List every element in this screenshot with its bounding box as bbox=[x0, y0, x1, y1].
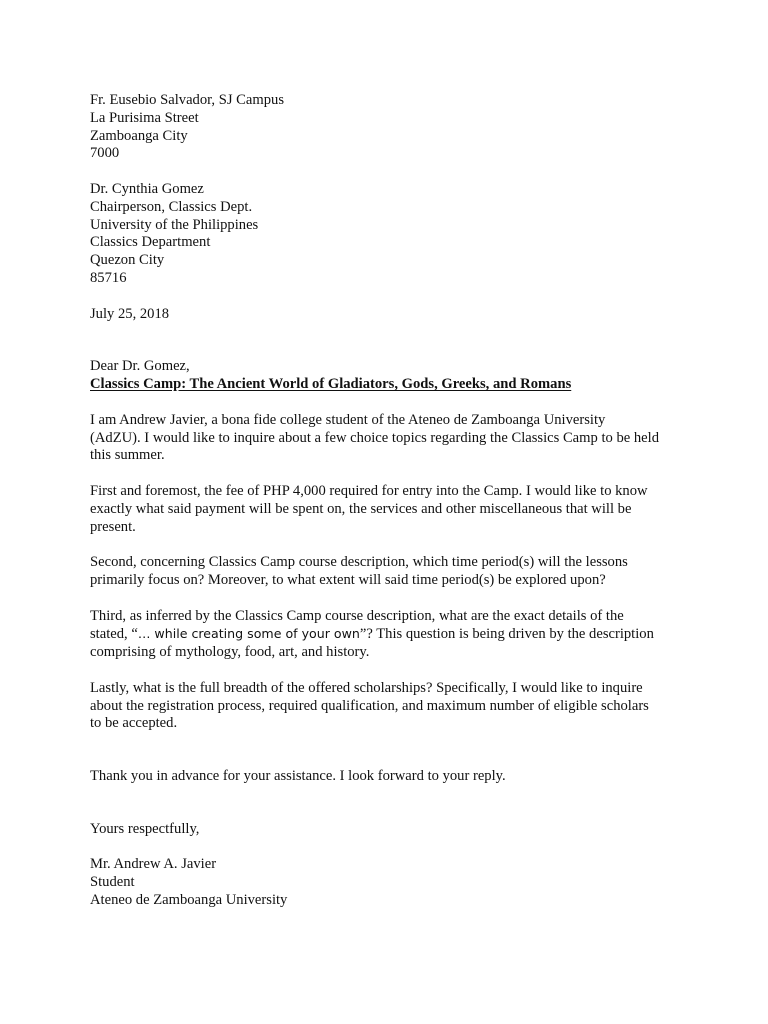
spacer bbox=[90, 288, 700, 306]
letter bbox=[90, 92, 700, 910]
paragraph-line: this summer. bbox=[90, 447, 165, 464]
recipient-line: University of the Philippines bbox=[90, 216, 259, 233]
sender-line: La Purisima Street bbox=[90, 109, 199, 126]
sender-line: Fr. Eusebio Salvador, SJ Campus bbox=[90, 92, 285, 108]
sender-line: 7000 bbox=[90, 145, 120, 162]
sender-address bbox=[90, 92, 700, 163]
signature-organization: Ateneo de Zamboanga University bbox=[90, 892, 288, 909]
paragraph-fee bbox=[90, 483, 700, 536]
recipient-line: 85716 bbox=[90, 269, 127, 286]
spacer bbox=[90, 662, 700, 680]
paragraph-line: present. bbox=[90, 518, 136, 535]
salutation: Dear Dr. Gomez, bbox=[90, 358, 190, 375]
spacer bbox=[90, 590, 700, 608]
paragraph-line: (AdZU). I would like to inquire about a few choice topics regarding the Classics Camp to be held bbox=[90, 429, 660, 446]
sender-line: Zamboanga City bbox=[90, 127, 188, 144]
spacer bbox=[90, 536, 700, 554]
paragraph-line bbox=[90, 625, 700, 644]
spacer bbox=[90, 733, 700, 768]
recipient-line: Dr. Cynthia Gomez bbox=[90, 180, 204, 197]
paragraph-intro bbox=[90, 412, 700, 465]
spacer bbox=[90, 465, 700, 483]
thanks-line: Thank you in advance for your assistance. I look forward to your reply. bbox=[90, 768, 506, 785]
recipient-line: Quezon City bbox=[90, 252, 165, 269]
quoted-phrase: … while creating some of your own bbox=[137, 626, 360, 642]
paragraph-line: primarily focus on? Moreover, to what extent will said time period(s) be explored upon? bbox=[90, 571, 606, 588]
spacer bbox=[90, 839, 700, 857]
quote-prefix: stated, “ bbox=[90, 626, 138, 643]
signature-title: Student bbox=[90, 874, 135, 891]
recipient-address bbox=[90, 181, 700, 288]
subject-line: Classics Camp: The Ancient World of Gladiators, Gods, Greeks, and Romans bbox=[90, 376, 572, 393]
paragraph-line: comprising of mythology, food, art, and history. bbox=[90, 644, 370, 661]
paragraph-course-details bbox=[90, 608, 700, 662]
paragraph-line: First and foremost, the fee of PHP 4,000 required for entry into the Camp. I would like to know bbox=[90, 482, 648, 499]
paragraph-time-period bbox=[90, 554, 700, 590]
paragraph-line: to be accepted. bbox=[90, 715, 178, 732]
paragraph-scholarships bbox=[90, 680, 700, 733]
paragraph-line: Third, as inferred by the Classics Camp course description, what are the exact details of the bbox=[90, 607, 624, 624]
signature-block bbox=[90, 856, 700, 909]
spacer bbox=[90, 163, 700, 181]
signature-name: Mr. Andrew A. Javier bbox=[90, 856, 217, 873]
recipient-line: Classics Department bbox=[90, 234, 211, 251]
letter-date: July 25, 2018 bbox=[90, 305, 170, 322]
closing: Yours respectfully, bbox=[90, 820, 200, 837]
paragraph-line: I am Andrew Javier, a bona fide college student of the Ateneo de Zamboanga University bbox=[90, 411, 606, 428]
paragraph-line: about the registration process, required qualification, and maximum number of eligible scholars bbox=[90, 697, 649, 714]
spacer bbox=[90, 786, 700, 821]
spacer bbox=[90, 323, 700, 358]
spacer bbox=[90, 394, 700, 412]
paragraph-line: exactly what said payment will be spent on, the services and other miscellaneous that will be bbox=[90, 500, 632, 517]
recipient-line: Chairperson, Classics Dept. bbox=[90, 198, 253, 215]
paragraph-line: Second, concerning Classics Camp course description, which time period(s) will the lessons bbox=[90, 554, 628, 571]
quote-suffix: ”? This question is being driven by the description bbox=[359, 626, 654, 643]
paragraph-line: Lastly, what is the full breadth of the offered scholarships? Specifically, I would like to inquire bbox=[90, 679, 643, 696]
